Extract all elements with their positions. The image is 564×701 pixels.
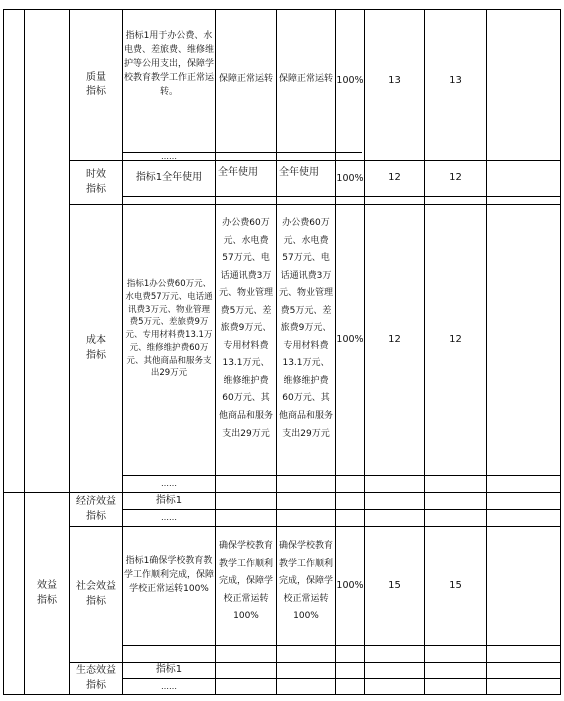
timeliness-actual: 全年使用 <box>279 166 319 178</box>
social-target: 确保学校教育教学工作顺利完成，保障学校正常运转100% <box>218 541 273 622</box>
social-indicator-text: 指标1确保学校教育教学工作顺利完成，保障学校正常运转100% <box>124 556 215 594</box>
table-rule <box>3 694 561 695</box>
quality-weight: 13 <box>388 74 401 86</box>
timeliness-indicator-text: 指标1全年使用 <box>135 172 203 184</box>
cost-more-rows: …… <box>161 479 177 489</box>
timeliness-weight: 12 <box>388 172 401 184</box>
secondary-indicator-cost: 成本指标 <box>86 335 106 361</box>
social-actual: 确保学校教育教学工作顺利完成，保障学校正常运转100% <box>279 541 334 622</box>
quality-more-rows: …… <box>161 153 177 160</box>
social-score: 15 <box>449 579 462 591</box>
ecological-more-rows: …… <box>161 681 177 691</box>
secondary-indicator-quality: 质量指标 <box>86 71 106 97</box>
table-rule <box>122 645 561 646</box>
secondary-indicator-timeliness: 时效指标 <box>86 169 106 195</box>
table-rule <box>69 526 561 527</box>
quality-target: 保障正常运转 <box>218 74 273 85</box>
secondary-indicator-economic: 经济效益指标 <box>76 496 116 522</box>
table-rule <box>69 204 561 205</box>
secondary-indicator-social: 社会效益指标 <box>76 581 116 607</box>
cost-target: 办公费60万元、水电费57万元、电话通讯费3万元、物业管理费5万元、差旅费9万元、专用材料费13.1万元、维修维护费60万元、其他商品和服务支出29万元 <box>218 218 273 439</box>
social-rate: 100% <box>336 580 364 592</box>
ecological-indicator-text: 指标1 <box>155 664 183 676</box>
cost-indicator-text: 指标1办公费60万元、水电费57万元、电话通讯费3万元、物业管理费5万元、差旅费9万元、专用材料费13.1万元、维修维护费60万元、其他商品和服务支出29万元 <box>125 279 213 379</box>
table-rule <box>560 9 561 695</box>
timeliness-target: 全年使用 <box>218 166 258 178</box>
quality-rate: 100% <box>336 75 364 87</box>
economic-more-rows: …… <box>161 513 177 523</box>
quality-score: 13 <box>449 74 462 86</box>
secondary-indicator-ecological: 生态效益指标 <box>76 665 116 691</box>
timeliness-rate: 100% <box>336 172 364 184</box>
cost-actual: 办公费60万元、水电费57万元、电话通讯费3万元、物业管理费5万元、差旅费9万元、专用材料费13.1万元、维修维护费60万元、其他商品和服务支出29万元 <box>279 218 334 439</box>
cost-weight: 12 <box>388 333 401 345</box>
quality-actual: 保障正常运转 <box>279 74 334 85</box>
cost-score: 12 <box>449 333 462 345</box>
quality-indicator-text: 指标1用于办公费、水电费、差旅费、维修维护等公用支出，保障学校教育教学工作正常运转。 <box>124 31 215 97</box>
table-rule <box>3 9 4 695</box>
table-rule <box>122 196 561 197</box>
cost-rate: 100% <box>336 334 364 346</box>
timeliness-score: 12 <box>449 172 462 184</box>
economic-indicator-text: 指标1 <box>155 494 183 506</box>
social-weight: 15 <box>388 579 401 591</box>
table-rule <box>486 9 487 695</box>
primary-indicator-benefit: 效益指标 <box>37 580 57 606</box>
